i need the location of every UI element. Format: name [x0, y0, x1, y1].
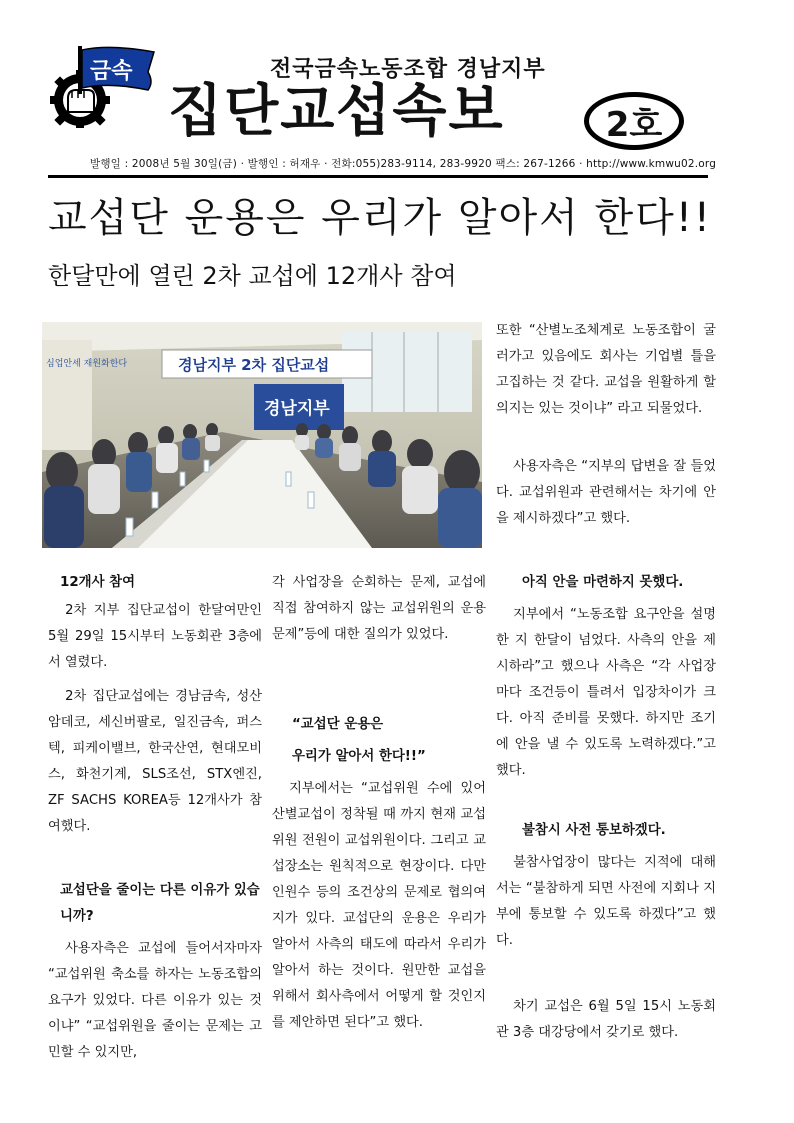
main-headline: 교섭단 운용은 우리가 알아서 한다!! — [48, 195, 712, 241]
section-heading: 교섭단을 줄이는 다른 이유가 있습니까? — [60, 883, 260, 924]
paragraph: 지부에서는 “교섭위원 수에 있어 산별교섭이 정착될 때 까지 현재 교섭위원 전원이 교섭위원이다. 그리고 교섭장소는 원칙적으로 현장이다. 다만 인원수 등의 조건상의 문제로 협의여지가 있다. 교섭단의 운용은 우리가 알아서 사측의 태도에 따라서 우리가 알아서 하는 것이다. 원만한 교섭을 위해서 회사측에서 어떻게 할 것인지를 제안하면 된다”고 했다. — [272, 781, 486, 1030]
sub-headline: 한달만에 열린 2차 교섭에 12개사 참여 — [48, 262, 457, 290]
paragraph: 2차 지부 집단교섭이 한달여만인 5월 29일 15시부터 노동회관 3층에서 열렸다. — [48, 603, 262, 670]
section-heading: 12개사 참여 — [60, 575, 136, 590]
paragraph: 각 사업장을 순회하는 문제, 교섭에 직접 참여하지 않는 교섭위원의 운용문제”등에 대한 질의가 있었다. — [272, 575, 486, 642]
paragraph: 불참사업장이 많다는 지적에 대해서는 “불참하게 되면 사전에 지회나 지부에 통보할 수 있도록 하겠다”고 했다. — [496, 855, 716, 948]
left-sign-text: 심업안세 재원화한다 — [46, 359, 128, 369]
sign-text: 경남지부 — [264, 399, 330, 419]
paragraph: 또한 “산별노조체계로 노동조합이 굴러가고 있음에도 회사는 기업별 틀을 고집하는 것 같다. 교섭을 원활하게 할 의지는 있는 것이냐” 라고 되물었다. — [496, 323, 716, 416]
logo-text: 금속 — [90, 59, 133, 84]
paragraph: 지부에서 “노동조합 요구안을 설명한 지 한달이 넘었다. 사측의 안을 제시하라”고 했으나 사측은 “각 사업장마다 조건등이 틀려서 입장차이가 크다. 아직 준비를 못했다. 하지만 조기에 안을 낼 수 있도록 노력하겠다.”고 했다. — [496, 607, 716, 778]
paragraph: 차기 교섭은 6월 5일 15시 노동회관 3층 대강당에서 갖기로 했다. — [496, 999, 716, 1040]
paper-title: 집단교섭속보 — [168, 79, 505, 144]
publication-info: 발행일 : 2008년 5월 30일(금) · 발행인 : 허재우 · 전화:055)283-9114, 283-9920 팩스: 267-1266 · http://www.kmwu02.org — [90, 158, 717, 170]
section-heading: 불참시 사전 통보하겠다. — [522, 823, 666, 838]
section-heading: “교섭단 운용은 — [292, 717, 384, 732]
section-heading: 우리가 알아서 한다!!” — [292, 749, 426, 764]
issue-number: 2호 — [605, 104, 663, 145]
banner-text: 경남지부 2차 집단교섭 — [178, 356, 330, 374]
paragraph: 사용자측은 “지부의 답변을 잘 들었다. 교섭위원과 관련해서는 차기에 안을 제시하겠다”고 했다. — [496, 459, 716, 526]
paragraph: 2차 집단교섭에는 경남금속, 성산암데코, 세신버팔로, 일진금속, 퍼스텍, 피케이밸브, 한국산연, 현대모비스, 화천기계, SLS조선, STX엔진, ZF SACHS KOREA등 12개사가 참여했다. — [48, 689, 262, 834]
issue-badge — [584, 92, 684, 150]
section-heading: 아직 안을 마련하지 못했다. — [522, 575, 684, 590]
meeting-photo — [42, 322, 482, 548]
union-logo — [50, 42, 156, 130]
union-name: 전국금속노동조합 경남지부 — [270, 57, 546, 82]
paragraph: 사용자측은 교섭에 들어서자마자 “교섭위원 축소를 하자는 노동조합의 요구가 있었다. 다른 이유가 있는 것이냐” “교섭위원을 줄이는 문제는 고민할 수 있지만, — [48, 941, 262, 1060]
masthead-rule — [48, 175, 708, 178]
